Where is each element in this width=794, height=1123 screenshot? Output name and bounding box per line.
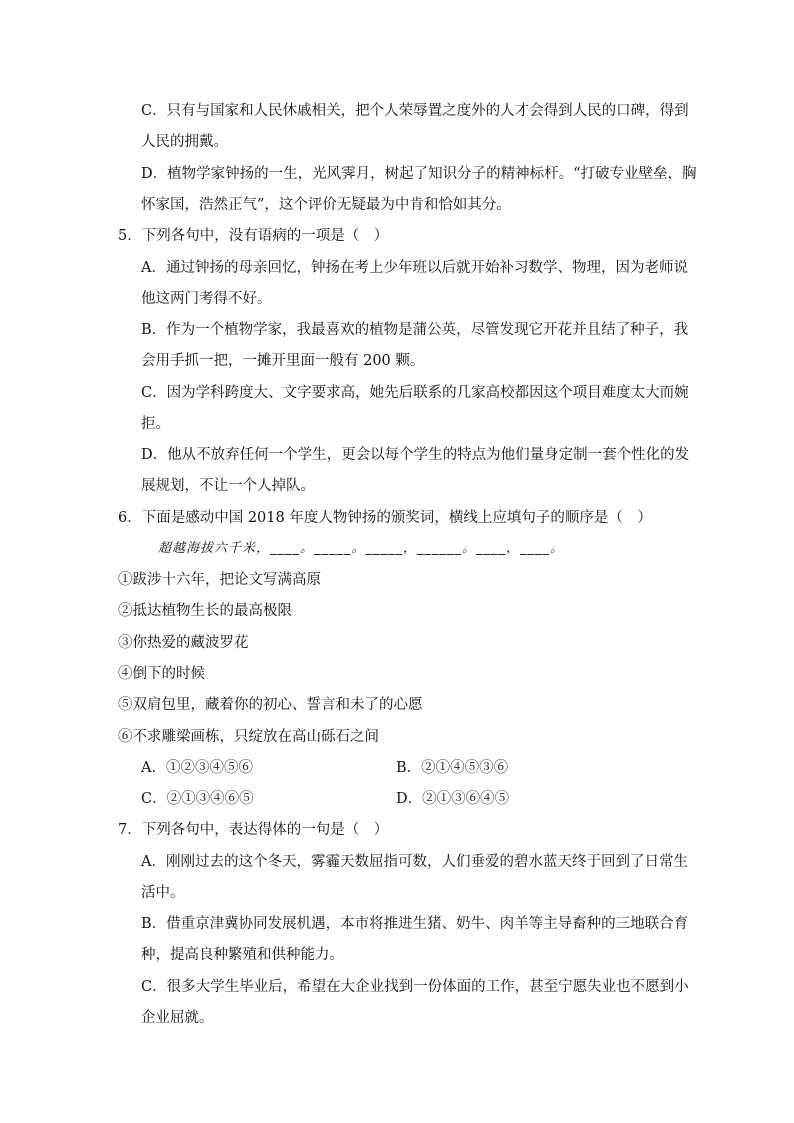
q6-item-5: ⑤双肩包里，藏着你的初心、誓言和未了的心愿: [118, 697, 423, 713]
q5-option-c-line2: 拒。: [141, 416, 170, 432]
q6-choice-c: C．②①③④⑥⑤: [141, 791, 254, 807]
q7-option-c-line1: C．很多大学生毕业后，希望在大企业找到一份体面的工作，甚至宁愿失业也不愿到小: [141, 979, 689, 995]
q4-option-d-line2: 怀家国，浩然正气”，这个评价无疑最为中肯和恰如其分。: [141, 197, 511, 213]
q7-option-b-line2: 种，提高良种繁殖和供种能力。: [141, 947, 344, 963]
q5-option-a-line2: 他这两门考得不好。: [141, 291, 272, 307]
q5-option-b-line1: B．作为一个植物学家，我最喜欢的植物是蒲公英，尽管发现它开花并且结了种子，我: [141, 322, 689, 338]
q6-choice-d: D．②①③⑥④⑤: [396, 791, 510, 807]
q6-choice-b: B．②①④⑤③⑥: [396, 760, 509, 776]
q5-option-a-line1: A．通过钟扬的母亲回忆，钟扬在考上少年班以后就开始补习数学、物理，因为老师说: [141, 260, 688, 276]
q5-option-d-line2: 展规划，不让一个人掉队。: [141, 478, 315, 494]
q6-question: 6．下面是感动中国 2018 年度人物钟扬的颁奖词，横线上应填句子的顺序是（ ）: [118, 510, 652, 526]
q7-option-c-line2: 企业屈就。: [141, 1010, 214, 1026]
q6-item-1: ①跋涉十六年，把论文写满高原: [118, 572, 321, 588]
q7-question: 7．下列各句中，表达得体的一句是（ ）: [118, 822, 389, 838]
q6-item-2: ②抵达植物生长的最高极限: [118, 603, 292, 619]
q6-stem: 超越海拔六千米，____。_____。_____，______。____，____。: [158, 541, 565, 556]
q5-question: 5．下列各句中，没有语病的一项是（ ）: [118, 228, 389, 244]
q6-item-6: ⑥不求雕梁画栋，只绽放在高山砾石之间: [118, 729, 379, 745]
q5-option-d-line1: D．他从不放弃任何一个学生，更会以每个学生的特点为他们量身定制一套个性化的发: [141, 447, 690, 463]
q6-item-3: ③你热爱的藏波罗花: [118, 635, 249, 651]
q4-option-c-line2: 人民的拥戴。: [141, 134, 228, 150]
q7-option-a-line2: 活中。: [141, 885, 185, 901]
q5-option-c-line1: C．因为学科跨度大、文字要求高，她先后联系的几家高校都因这个项目难度太大而婉: [141, 385, 689, 401]
q6-choice-a: A．①②③④⑤⑥: [141, 760, 253, 776]
q6-item-4: ④倒下的时候: [118, 666, 205, 682]
q7-option-a-line1: A．刚刚过去的这个冬天，雾霾天数屈指可数，人们垂爱的碧水蓝天终于回到了日常生: [141, 854, 688, 870]
q4-option-c-line1: C．只有与国家和人民休戚相关，把个人荣辱置之度外的人才会得到人民的口碑，得到: [141, 103, 689, 119]
q4-option-d-line1: D．植物学家钟扬的一生，光风霁月，树起了知识分子的精神标杆。“打破专业壁垒，胸: [141, 166, 697, 182]
q5-option-b-line2: 会用手抓一把，一摊开里面一般有 200 颗。: [141, 353, 425, 369]
q7-option-b-line1: B．借重京津冀协同发展机遇，本市将推进生猪、奶牛、肉羊等主导畜种的三地联合育: [141, 916, 689, 932]
